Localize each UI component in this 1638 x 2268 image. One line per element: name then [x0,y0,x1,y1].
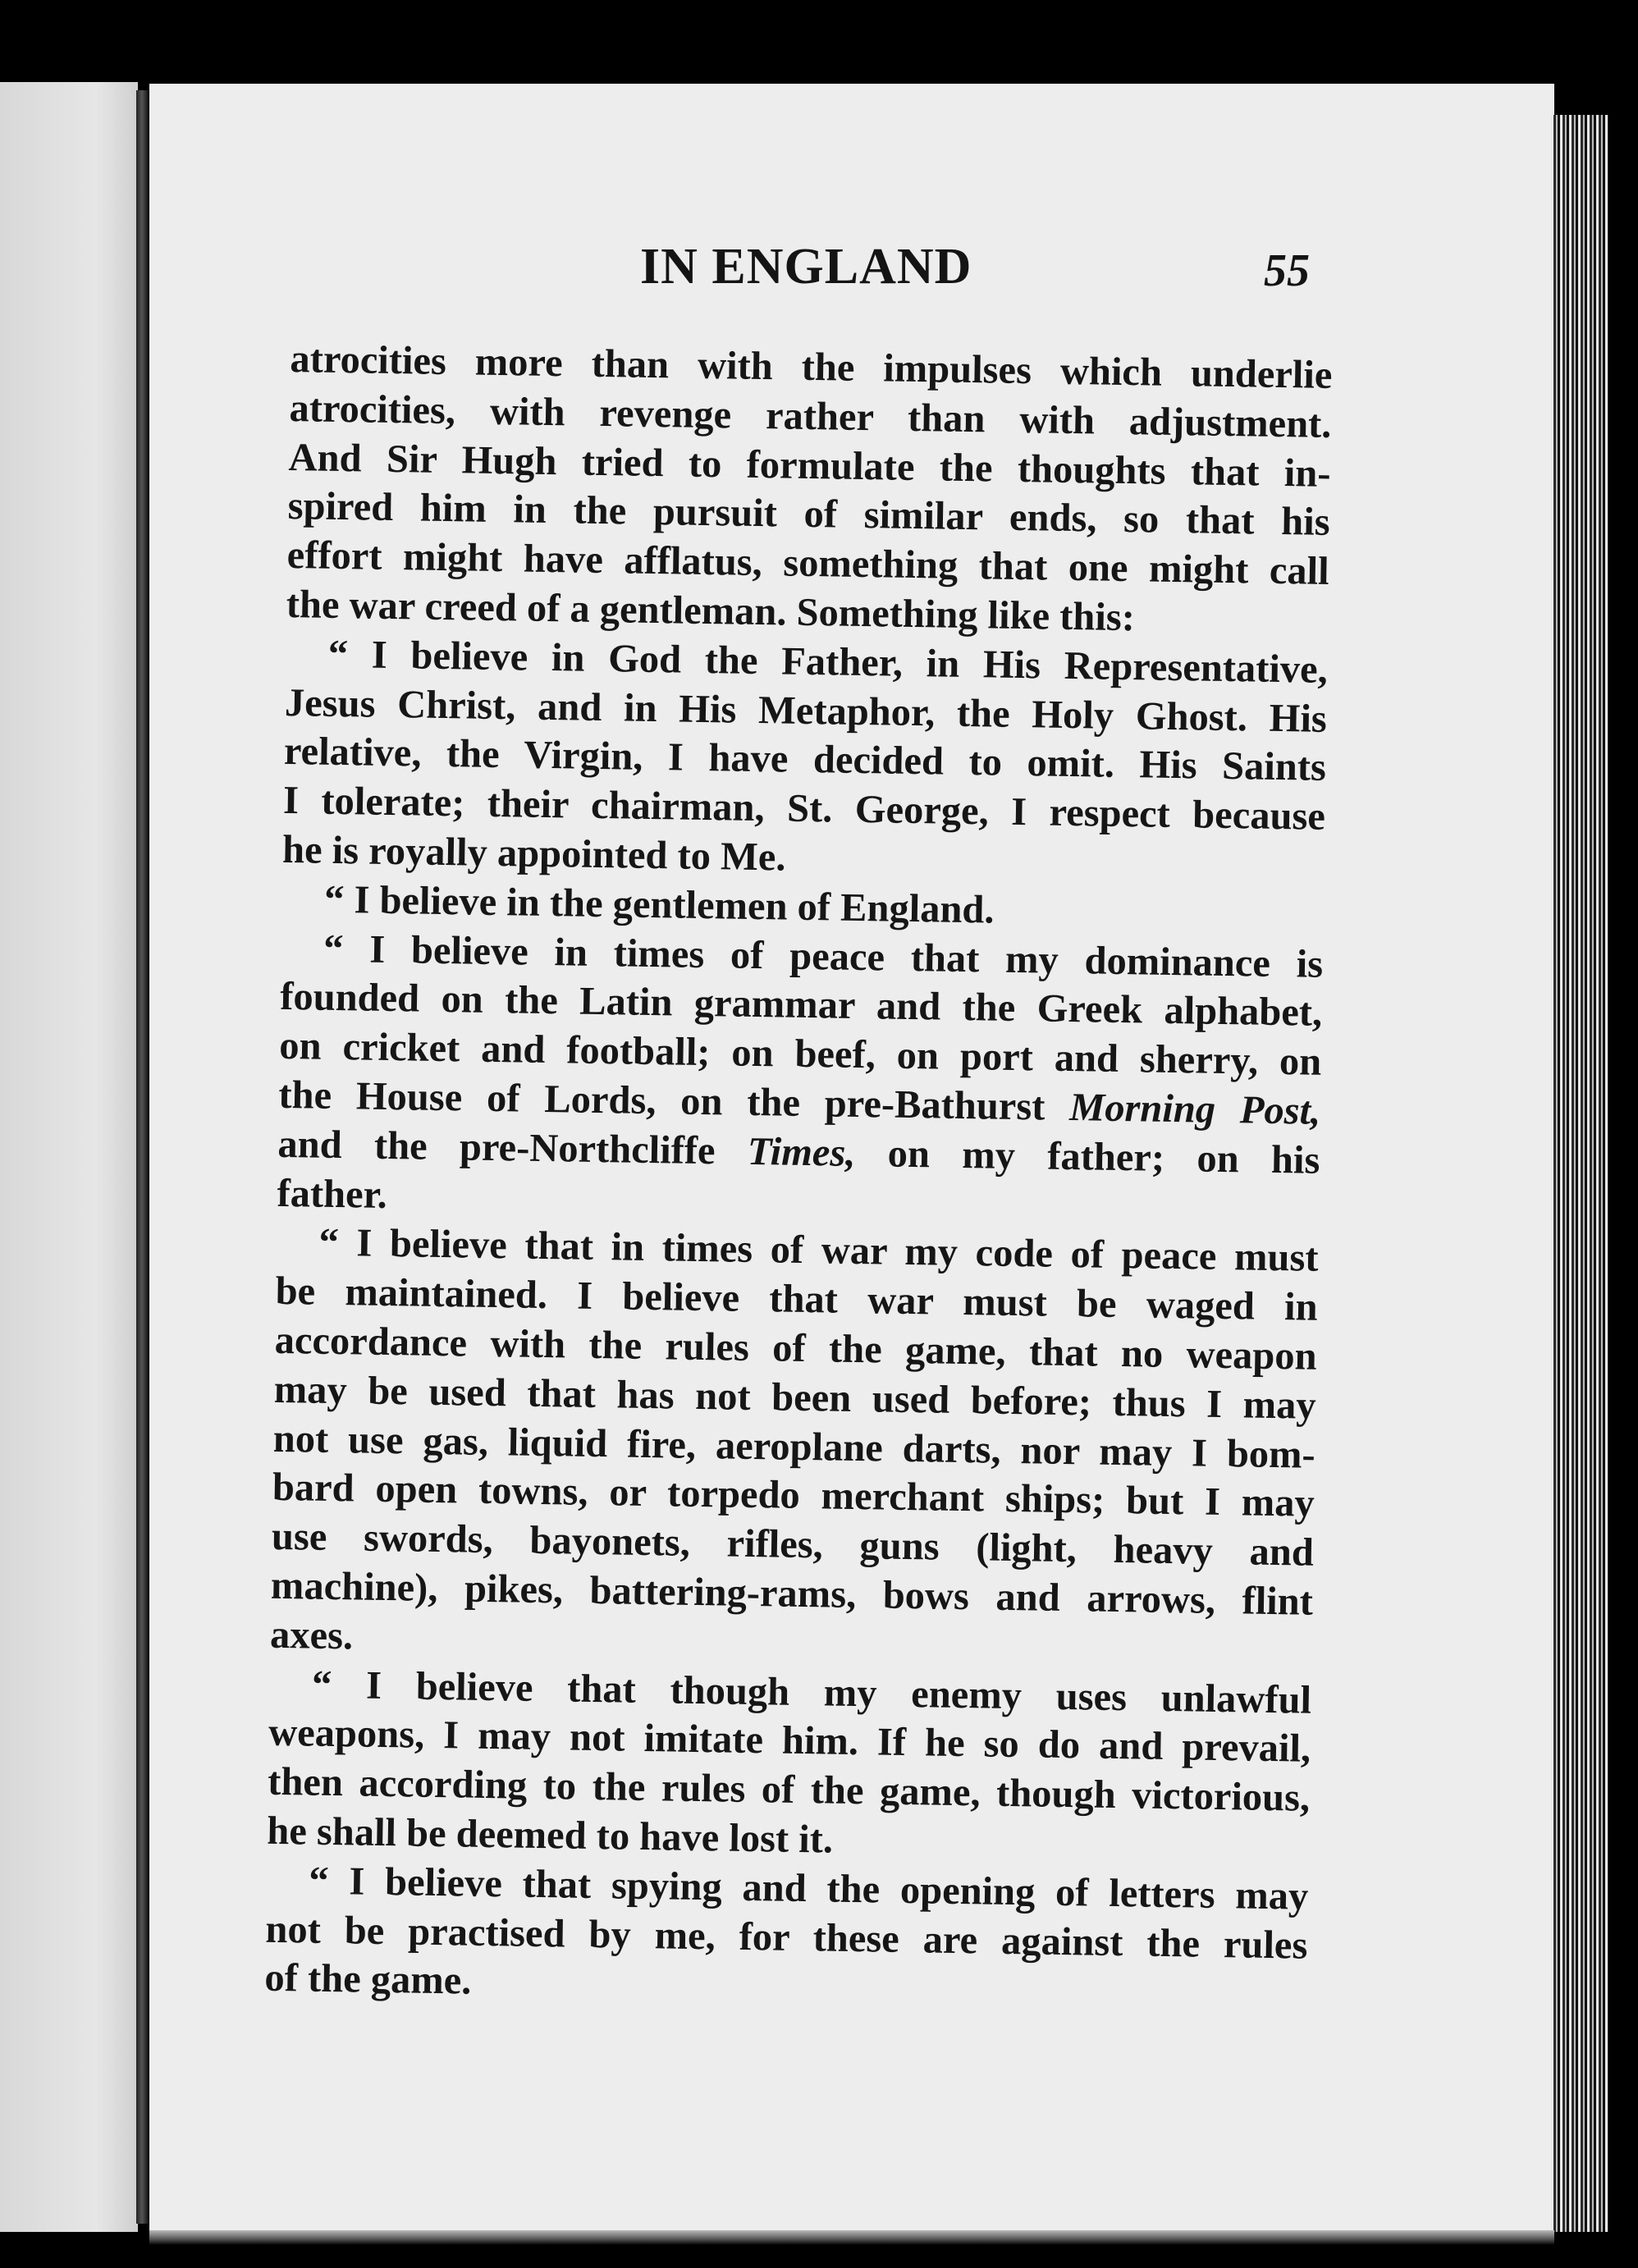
page-edge-stack [1551,115,1608,2232]
text-segment: bard open towns, or torpedo merchant ships; but I may [272,1466,1315,1526]
text-segment: effort might have afflatus, something that one might call [286,533,1330,594]
text-segment: on cricket and football; on beef, on port and sherry, on [278,1024,1322,1084]
text-segment: I tolerate; their chairman, St. George, I respect because [282,779,1326,839]
text-segment: “ I believe that in times of war my code of peace must [318,1221,1319,1281]
text-segment: “ I believe that spying and the opening of letters may [308,1859,1309,1918]
page-bottom-edge [149,2230,1554,2245]
text-segment: machine), pikes, battering-rams, bows and arrows, flint [270,1563,1314,1624]
italic-title: Times, [747,1129,856,1175]
body-text [264,335,1333,2019]
text-segment: and the pre-Northcliffe [277,1122,748,1173]
text-segment: he is royally appointed to Me. [281,827,786,880]
running-head: IN ENGLAND [640,239,972,295]
text-segment: spired him in the pursuit of similar ends, so that his [287,484,1330,545]
text-segment: relative, the Virgin, I have decided to omit. His Saints [283,729,1327,790]
text-segment: “ I believe that though my enemy uses unlawful [311,1662,1312,1722]
text-segment: “ I believe in times of peace that my dominance is [323,926,1324,986]
text-segment: founded on the Latin grammar and the Greek alphabet, [279,975,1323,1036]
text-segment: the war creed of a gentleman. Something like this: [286,582,1136,640]
text-segment: then according to the rules of the game, though victorious, [267,1759,1311,1820]
previous-page-edge [0,82,138,2232]
text-segment: Jesus Christ, and in His Metaphor, the Holy Ghost. His [284,680,1328,741]
text-segment: axes. [269,1612,354,1658]
text-segment: father. [277,1171,388,1217]
italic-title: Morning Post, [1068,1085,1321,1133]
text-segment: weapons, I may not imitate him. If he so do and prevail, [268,1711,1311,1772]
text-segment: atrocities, with revenge rather than with adjustment. [289,386,1332,446]
text-segment: “ I believe in the gentlemen of England. [323,877,995,932]
text-segment: accordance with the rules of the game, that no weapon [274,1318,1318,1379]
text-segment: atrocities more than with the impulses which underlie [290,336,1333,397]
text-segment: not be practised by me, for these are against the rules [265,1907,1308,1968]
text-segment: may be used that has not been used before; thus I may [273,1367,1317,1428]
text-segment: be maintained. I believe that war must be waged in [275,1269,1318,1329]
text-segment: on my father; on his [855,1131,1320,1182]
page-number: 55 [1264,245,1310,296]
text-segment: “ I believe in God the Father, in His Representative, [327,632,1329,692]
text-segment: And Sir Hugh tried to formulate the thoughts that in- [288,435,1331,496]
text-segment: of the game. [264,1956,472,2004]
text-segment: the House of Lords, on the pre-Bathurst [278,1072,1070,1129]
text-segment: not use gas, liquid fire, aeroplane darts, nor may I bom- [272,1416,1316,1477]
text-segment: he shall be deemed to have lost it. [266,1808,834,1862]
text-segment: use swords, bayonets, rifles, guns (light, heavy and [271,1514,1315,1575]
book-gutter [136,90,148,2224]
